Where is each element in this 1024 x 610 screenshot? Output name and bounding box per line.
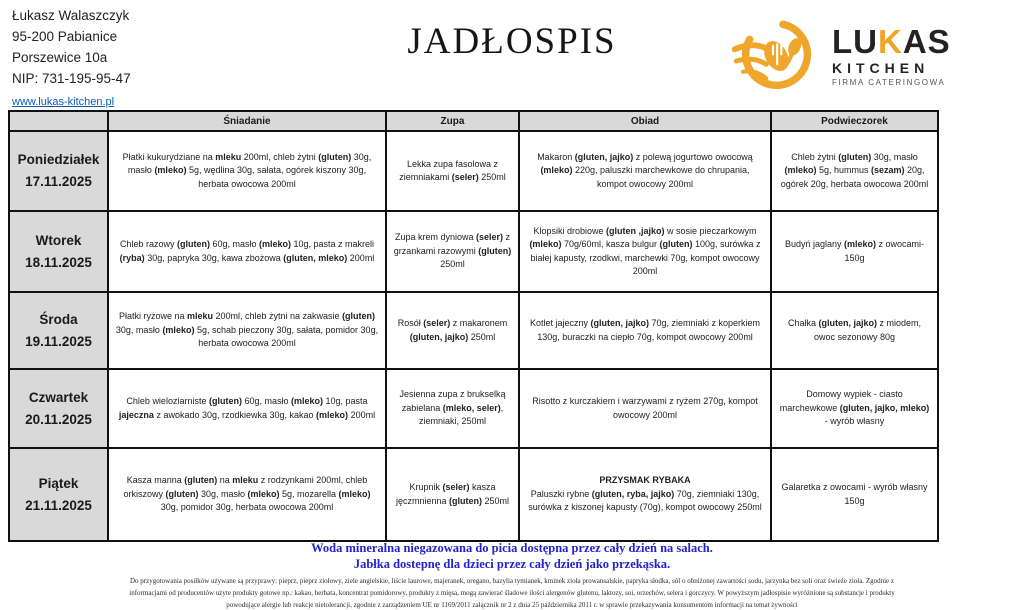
contact-nip: NIP: 731-195-95-47 [12,71,131,87]
menu-cell-podwieczorek: Chałka (gluten, jajko) z miodem, owoc sezonowy 80g [771,292,938,369]
column-header-sniadanie: Śniadanie [108,111,386,131]
logo-name-post: AS [902,23,951,60]
logo-name-pre: LU [832,23,878,60]
contact-street: Porszewice 10a [12,50,108,66]
menu-cell-sniadanie: Kasza manna (gluten) na mleku z rodzynkami 200ml, chleb orkiszowy (gluten) 30g, masło (mleko) 5g, mozarella (mleko) 30g, pomidor 30g, herbata owocowa 200ml [108,448,386,541]
disclaimer-line: Do przygotowania posiłków używane są przyprawy: pieprz, pieprz ziołowy, ziele angielskie, liście laurowe, majeranek, oregano, bazylia tymianek, kminek zioła prowansalskie, papryka słodka, sól o obniżonej zawartości sodu, jarzynka bez soli oraz świeże zioła. Zgodnie z [129,577,895,585]
menu-cell-podwieczorek: Galaretka z owocami - wyrób własny 150g [771,448,938,541]
menu-row-poniedziałek [9,131,938,211]
logo-tagline: FIRMA CATERINGOWA [832,78,946,87]
day-cell: Czwartek 20.11.2025 [9,369,108,448]
page-title: JADŁOSPIS [407,21,617,62]
allergen-disclaimer [6,576,1018,610]
menu-table-header [9,111,938,131]
menu-row-środa [9,292,938,369]
menu-row-piątek [9,448,938,541]
column-header-podwieczorek: Podwieczorek [771,111,938,131]
menu-row-wtorek [9,211,938,292]
menu-cell-zupa: Krupnik (seler) kasza jęczmnienna (gluten) 250ml [386,448,519,541]
day-cell: Wtorek 18.11.2025 [9,211,108,292]
contact-name: Łukasz Walaszczyk [12,8,130,23]
menu-table-body [9,131,938,541]
menu-table [8,110,939,542]
column-header-obiad: Obiad [519,111,771,131]
menu-cell-sniadanie: Chleb razowy (gluten) 60g, masło (mleko) 10g, pasta z makreli (ryba) 30g, papryka 30g, kawa zbożowa (gluten, mleko) 200ml [108,211,386,292]
menu-cell-sniadanie: Chleb wieloziarniste (gluten) 60g, masło (mleko) 10g, pasta jajeczna z awokado 30g, rzodkiewka 30g, kakao (mleko) 200ml [108,369,386,448]
logo-name-accent: K [878,23,903,60]
menu-cell-obiad: PRZYSMAK RYBAKA Paluszki rybne (gluten, ryba, jajko) 70g, ziemniaki 130g, surówka z kiszonej kapusty (70g), kompot owocowy 250ml [519,448,771,541]
menu-cell-zupa: Zupa krem dyniowa (seler) z grzankami razowymi (gluten) 250ml [386,211,519,292]
menu-cell-zupa: Rosół (seler) z makaronem (gluten, jajko) 250ml [386,292,519,369]
chef-swoosh-icon [728,14,828,98]
menu-cell-podwieczorek: Domowy wypiek - ciasto marchewkowe (gluten, jajko, mleko) - wyrób własny [771,369,938,448]
note-water: Woda mineralna niegazowana do picia dostępna przez cały dzień na salach. [311,541,713,555]
logo-subtitle: KITCHEN [832,60,930,76]
menu-cell-podwieczorek: Budyń jaglany (mleko) z owocami- 150g [771,211,938,292]
column-header-zupa: Zupa [386,111,519,131]
logo-wordmark [832,25,951,58]
day-cell: Piątek 21.11.2025 [9,448,108,541]
menu-cell-zupa: Lekka zupa fasolowa z ziemniakami (seler) 250ml [386,131,519,211]
lukas-kitchen-logo [728,10,1008,102]
menu-cell-obiad: Kotlet jajeczny (gluten, jajko) 70g, ziemniaki z koperkiem 130g, buraczki na ciepło 70g, kompot owocowy 200ml [519,292,771,369]
header-row [9,111,938,131]
note-apples: Jabłka dostepnę dla dzieci przez cały dzień jako przekąska. [353,557,671,571]
menu-cell-obiad: Makaron (gluten, jajko) z polewą jogurtowo owocową (mleko) 220g, paluszki marchewkowe do chrupania, kompot owocowy 200ml [519,131,771,211]
menu-cell-obiad: Risotto z kurczakiem i warzywami z ryżem 270g, kompot owocowy 200ml [519,369,771,448]
disclaimer-line: powodujące alergie lub reakcje nietolerancji, zgodnie z zarządzeniem UE nr 1169/2011 załącznik nr 2 z dnia 25 października 2011 r. w sprawie przekazywania konsumentom informacji na temat żywności [226,600,798,609]
menu-cell-podwieczorek: Chleb żytni (gluten) 30g, masło (mleko) 5g, hummus (sezam) 20g, ogórek 20g, herbata owocowa 200ml [771,131,938,211]
day-cell: Poniedziałek 17.11.2025 [9,131,108,211]
day-cell: Środa 19.11.2025 [9,292,108,369]
website-link[interactable]: www.lukas-kitchen.pl [12,95,115,108]
menu-cell-sniadanie: Płatki ryżowe na mleku 200ml, chleb żytni na zakwasie (gluten) 30g, masło (mleko) 5g, schab pieczony 30g, sałata, pomidor 30g, herbata owocowa 200ml [108,292,386,369]
disclaimer-line: informacjami od producentów użyte produkty gotowe np.: kakao, herbata, koncentrat pomidorowy, produkty z mięsa, mogą zawierać śladowe ilości alergenów glutenu, laktozy, soi, orzechów, selera i gorczycy. W powyższym jadłospisie wyróżnione są substancje i produkty [129,588,895,597]
menu-cell-zupa: Jesienna zupa z brukselką zabielana (mleko, seler), ziemniaki, 250ml [386,369,519,448]
menu-cell-sniadanie: Płatki kukurydziane na mleku 200ml, chleb żytni (gluten) 30g, masło (mleko) 5g, wędlina 30g, sałata, ogórek kiszony 30g, herbata owocowa 200ml [108,131,386,211]
corner-cell [9,111,108,131]
menu-cell-obiad: Klopsiki drobiowe (gluten ,jajko) w sosie pieczarkowym (mleko) 70g/60ml, kasza bulgur (gluten) 100g, surówka z białej kapusty, rzodkwi, marchewki 70g, kompot owocowy 200ml [519,211,771,292]
logo-text [832,25,951,87]
contact-city: 95-200 Pabianice [12,29,118,45]
menu-row-czwartek [9,369,938,448]
